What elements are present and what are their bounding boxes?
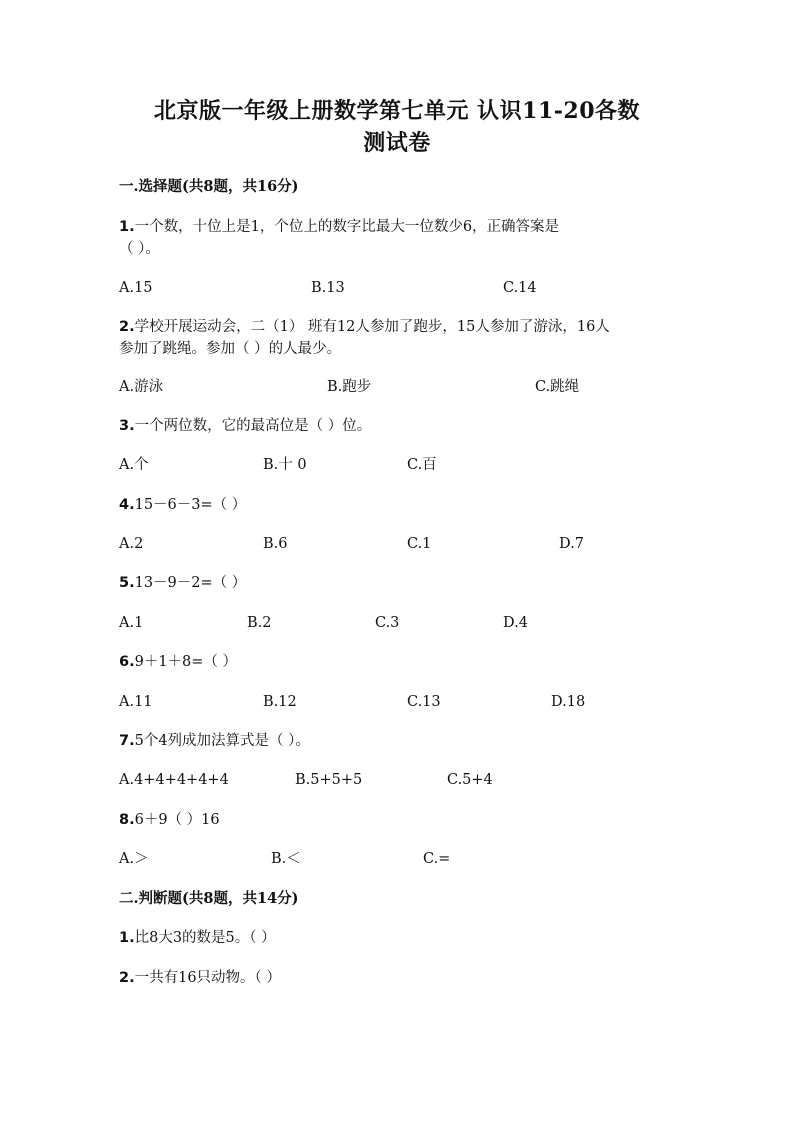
option-a: A.15 [119, 280, 153, 296]
title-line-1: 北京版一年级上册数学第七单元 认识11-20各数 [153, 98, 641, 124]
option-c: C.1 [407, 536, 432, 552]
question-1-continued: （ ）。 [119, 241, 160, 257]
judgment-question-1 [119, 927, 276, 949]
option-b: B.5+5+5 [295, 772, 363, 788]
question-number: 4. [119, 497, 135, 513]
option-a: A.＞ [119, 851, 149, 867]
option-c: C.13 [407, 694, 441, 710]
option-b: B.＜ [271, 851, 301, 867]
question-8 [119, 809, 220, 831]
option-a: A.2 [119, 536, 144, 552]
question-text: 一共有16只动物。（ ） [134, 970, 281, 986]
question-text: 一个两位数，它的最高位是（ ）位。 [134, 418, 372, 434]
option-a: A.11 [119, 694, 153, 710]
question-2-continued: 参加了跳绳。参加（ ）的人最少。 [119, 341, 342, 357]
question-3 [119, 415, 371, 437]
option-b: B.跑步 [327, 379, 372, 395]
option-c: C.= [423, 851, 451, 867]
question-text: 15－6－3=（ ） [134, 497, 247, 513]
document-title [120, 95, 674, 159]
question-number: 2. [119, 319, 135, 335]
question-number: 8. [119, 812, 135, 828]
question-number: 2. [119, 970, 135, 986]
question-text: 学校开展运动会，二（1） 班有12人参加了跑步，15人参加了游泳，16人 [134, 319, 610, 335]
option-a: A.游泳 [119, 379, 164, 395]
option-a: A.4+4+4+4+4 [119, 772, 229, 788]
question-2 [119, 316, 610, 338]
question-text: 13－9－2=（ ） [134, 575, 247, 591]
option-b: B.十 0 [263, 457, 307, 473]
option-c: C.百 [407, 457, 437, 473]
option-c: C.跳绳 [535, 379, 580, 395]
question-number: 6. [119, 654, 135, 670]
question-number: 1. [119, 930, 135, 946]
option-b: B.6 [263, 536, 288, 552]
option-c: C.3 [375, 615, 400, 631]
question-6 [119, 651, 237, 673]
question-7 [119, 730, 310, 752]
option-c: C.5+4 [447, 772, 493, 788]
question-text: 6＋9（ ）16 [134, 812, 220, 828]
option-a: A.个 [119, 457, 149, 473]
title-line-2: 测试卷 [363, 130, 431, 156]
question-text: 5个4列成加法算式是（ ）。 [134, 733, 310, 749]
option-b: B.13 [311, 280, 345, 296]
question-text: 一个数，十位上是1，个位上的数字比最大一位数少6，正确答案是 [134, 219, 560, 235]
section-heading-judgment: 二.判断题(共8题，共14分) [119, 890, 299, 907]
judgment-question-2 [119, 967, 281, 989]
option-b: B.2 [247, 615, 272, 631]
question-text: 9＋1＋8=（ ） [134, 654, 238, 670]
option-b: B.12 [263, 694, 297, 710]
question-5 [119, 572, 246, 594]
section-heading-choice: 一.选择题(共8题，共16分) [119, 178, 299, 195]
option-d: D.18 [551, 694, 586, 710]
question-number: 1. [119, 219, 135, 235]
question-number: 3. [119, 418, 135, 434]
option-a: A.1 [119, 615, 144, 631]
option-c: C.14 [503, 280, 537, 296]
option-d: D.7 [559, 536, 584, 552]
question-1 [119, 216, 559, 238]
question-text: 比8大3的数是5。（ ） [134, 930, 276, 946]
question-4 [119, 494, 246, 516]
question-number: 5. [119, 575, 135, 591]
question-number: 7. [119, 733, 135, 749]
option-d: D.4 [503, 615, 528, 631]
